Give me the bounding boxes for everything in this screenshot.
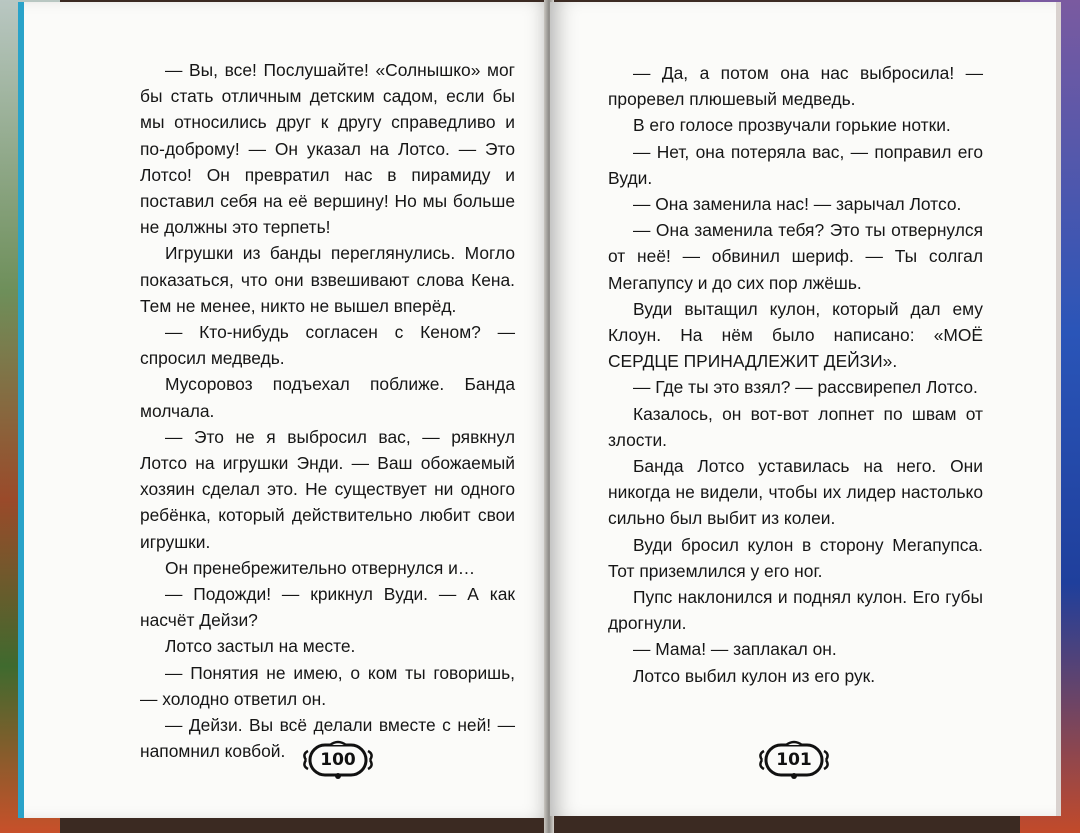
paragraph: — Подожди! — крикнул Вуди. — А как насчёт Дейзи?	[140, 584, 515, 631]
paragraph: — Дейзи. Вы всё делали вместе с ней! — напомнил ковбой.	[140, 715, 515, 762]
paragraph: Мусоровоз подъехал поближе. Банда молчала.	[140, 374, 515, 421]
paragraph: Игрушки из банды переглянулись. Могло показаться, что они взвешивают слова Кена. Тем не менее, никто не вышел вперёд.	[140, 243, 515, 316]
left-page	[18, 2, 554, 818]
paragraph: Лотсо застыл на месте.	[165, 636, 356, 657]
right-page-text	[608, 60, 983, 689]
paragraph: — Мама! — заплакал он.	[633, 639, 837, 660]
paragraph: Лотсо выбил кулон из его рук.	[633, 665, 876, 686]
left-page-text	[140, 57, 515, 764]
paragraph: Вуди вытащил кулон, который дал ему Клоун. На нём было написано: «МОЁ СЕРДЦЕ ПРИНАДЛЕЖИТ ДЕЙЗИ».	[608, 298, 983, 372]
right-page	[550, 2, 1061, 816]
page-number-badge	[300, 740, 376, 780]
paragraph: — Она заменила нас! — зарычал Лотсо.	[633, 194, 962, 215]
paragraph: — Кто-нибудь согласен с Кеном? — спросил медведь.	[140, 322, 515, 369]
paragraph: — Она заменила тебя? Это ты отвернулся от неё! — обвинил шериф. — Ты солгал Мегапупсу и до сих пор лжёшь.	[608, 220, 983, 293]
paragraph: — Понятия не имею, о ком ты говоришь, — холодно ответил он.	[140, 662, 515, 709]
page-number-badge	[756, 740, 832, 780]
paragraph: — Где ты это взял? — рассвирепел Лотсо.	[633, 377, 978, 398]
paragraph: Казалось, он вот-вот лопнет по швам от злости.	[608, 403, 983, 450]
paragraph: Он пренебрежительно отвернулся и…	[165, 557, 476, 578]
paragraph: — Нет, она потеряла вас, — поправил его Вуди.	[608, 141, 983, 188]
paragraph: В его голосе прозвучали горькие нотки.	[633, 115, 951, 136]
page-number: 101	[776, 750, 812, 770]
paragraph: Вуди бросил кулон в сторону Мегапупса. Тот приземлился у его ног.	[608, 534, 983, 581]
paragraph: Банда Лотсо уставилась на него. Они никогда не видели, чтобы их лидер настолько сильно был выбит из колеи.	[608, 456, 983, 529]
paragraph: Пупс наклонился и поднял кулон. Его губы дрогнули.	[608, 587, 983, 634]
paragraph: — Вы, все! Послушайте! «Солнышко» мог бы стать отличным детским садом, если бы мы относились друг к другу справедливо и по-доброму! — Он указал на Лотсо. — Это Лотсо! Он превратил нас в пирамиду и поставил себя на её вершину! Но мы больше не должны это терпеть!	[140, 60, 515, 238]
paragraph: — Это не я выбросил вас, — рявкнул Лотсо на игрушки Энди. — Ваш обожаемый хозяин сделал это. Не существует ни одного ребёнка, который действительно любит свои игрушки.	[140, 426, 515, 552]
page-number: 100	[320, 750, 356, 770]
paragraph: — Да, а потом она нас выбросила! — проревел плюшевый медведь.	[608, 63, 983, 110]
